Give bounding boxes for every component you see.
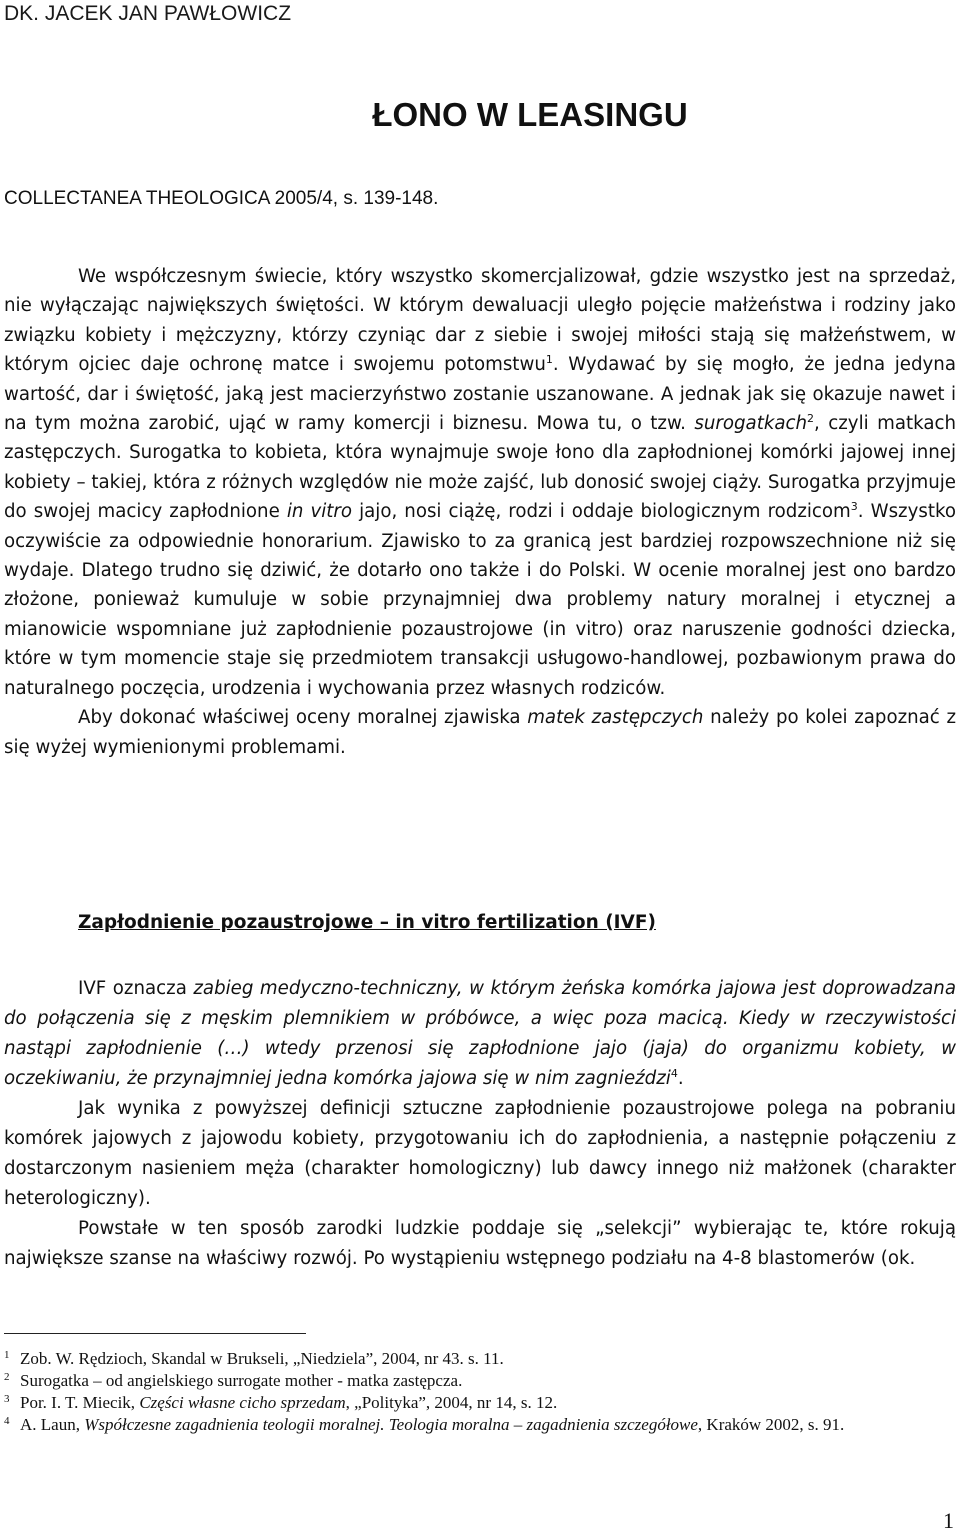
section-body: [4, 974, 956, 1274]
page-number: 1: [943, 1508, 954, 1533]
section-paragraph-3: Powstałe w ten sposób zarodki ludzkie poddaje się „selekcji” wybierając te, które rokują największe szanse na właściwy rozwój. Po wystąpieniu wstępnego podziału na 4-8 blastomerów (ok.: [4, 1218, 956, 1269]
footnote-ref-3[interactable]: 3: [850, 500, 858, 514]
footnote-2: 2 Surogatka – od angielskiego surrogate mother - matka zastępcza.: [4, 1371, 463, 1390]
intro-body: [4, 262, 956, 762]
source-citation: COLLECTANEA THEOLOGICA 2005/4, s. 139-148.: [4, 188, 439, 209]
footnote-ref-1[interactable]: 1: [545, 353, 553, 367]
footnote-3: 3 Por. I. T. Miecik, Części własne cicho sprzedam, „Polityka”, 2004, nr 14, s. 12.: [4, 1393, 558, 1412]
footnotes: [4, 1348, 944, 1436]
intro-paragraph-1: We współczesnym świecie, który wszystko skomercjalizował, gdzie wszystko jest na sprzedaż, nie wyłączając największych świętości. W którym dewaluacji uległo pojęcie małżeństwa i rodziny jako związku kobiety i mężczyzny, którzy czyniąc dar z siebie i swojej miłości stają się małżeństwem, w którym ojciec daje ochronę matce i swojemu potomstwu$^1$. Wydawać by się mogło, że jedna jedyna wartość, dar i świętość, jaką jest macierzyństwo zostanie uszanowane. A jednak jak się okazuje nawet i na tym można zarobić, ująć w ramy komercji i biznesu. Mowa tu, o tzw. surogatkach$^2$, czyli matkach zastępczych. Surogatka to kobieta, która wynajmuje swoje łono dla zapłodnionej komórki jajowej innej kobiety – takiej, która z różnych względów nie może zajść, lub donosić swojej ciąży. Surogatka przyjmuje do swojej macicy zapłodnione in vitro jajo, nosi ciążę, rodzi i oddaje biologicznym rodzicom$^3$. Wszystko oczywiście za odpowiednie honorarium. Zjawisko to za granicą jest bardziej rozpowszechnione niż się wydaje. Dlatego trudno się dziwić, że dotarło ono także i do Polski. W ocenie moralnej jest ono bardzo złożone, ponieważ kumuluje w sobie przynajmniej dwa problemy natury moralnej i etycznej a mianowicie wspomniane już zapłodnienie pozaustrojowe (in vitro) oraz naruszenie godności dziecka, które w tym momencie staje się przedmiotem transakcji usługowo-handlowej, pozbawionym prawa do naturalnego poczęcia, urodzenia i wychowania przez własnych rodziców.: [4, 266, 956, 699]
footnote-ref-2[interactable]: 2: [807, 411, 815, 425]
author-line: DK. JACEK JAN PAWŁOWICZ: [4, 2, 292, 25]
footnote-separator: [4, 1333, 306, 1334]
document-title: ŁONO W LEASINGU: [372, 96, 688, 133]
footnote-1: 1 Zob. W. Rędzioch, Skandal w Brukseli, „Niedziela”, 2004, nr 43. s. 11.: [4, 1349, 504, 1368]
intro-paragraph-2: Aby dokonać właściwej oceny moralnej zjawiska matek zastępczych należy po kolei zapoznać z się wyżej wymienionymi problemami.: [4, 707, 956, 758]
section-paragraph-2: Jak wynika z powyższej definicji sztuczne zapłodnienie pozaustrojowe polega na pobraniu komórek jajowych z jajowodu kobiety, przygotowaniu ich do zapłodnienia, a następnie połączeniu z dostarczonym nasieniem męża (charakter homologiczny) lub dawcy innego niż małżonek (charakter heterologiczny).: [4, 1098, 956, 1209]
section-paragraph-1: IVF oznacza zabieg medyczno-techniczny, w którym żeńska komórka jajowa jest doprowadzana do połączenia się z męskim plemnikiem w próbówce, a więc poza macicą. Kiedy w rzeczywistości nastąpi zapłodnienie (…) wtedy przenosi się zapłodnione jajo (jaja) do organizmu kobiety, w oczekiwaniu, że przynajmniej jedna komórka jajowa się w nim zagnieździ$^4$.: [4, 978, 956, 1089]
section-heading: Zapłodnienie pozaustrojowe – in vitro fertilization (IVF): [78, 912, 656, 933]
footnote-4: 4 A. Laun, Współczesne zagadnienia teologii moralnej. Teologia moralna – zagadnienia szczegółowe, Kraków 2002, s. 91.: [4, 1415, 845, 1434]
footnote-ref-4[interactable]: 4: [670, 1066, 678, 1080]
